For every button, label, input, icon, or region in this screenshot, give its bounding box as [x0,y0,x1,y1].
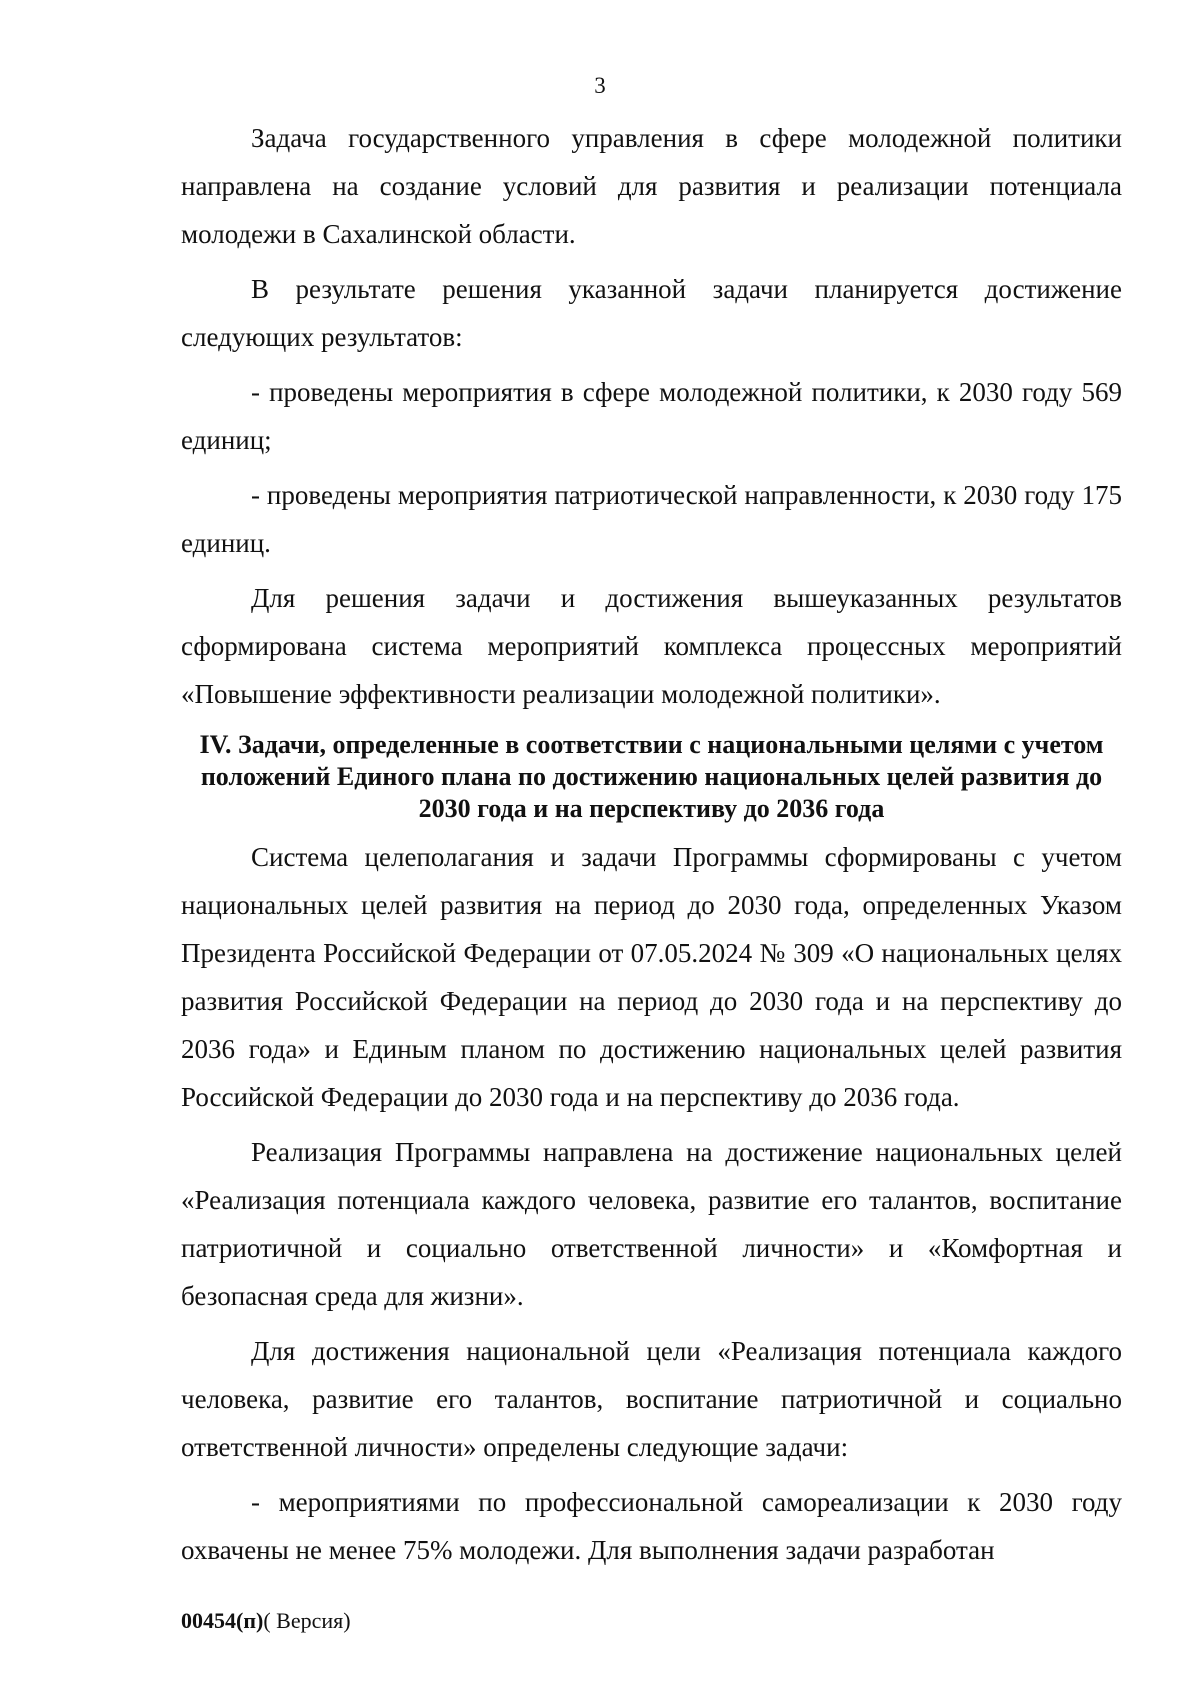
document-body [181,114,1122,1574]
paragraph-task-description: Задача государственного управления в сфере молодежной политики направлена на создание условий для развития и реализации потенциала молодежи в Сахалинской области. [181,123,1122,249]
document-code: 00454(п) [181,1608,264,1633]
list-item-youth-events: - проведены мероприятия в сфере молодежной политики, к 2030 году 569 единиц; [181,377,1122,455]
document-footer [181,1610,351,1632]
document-version: ( Версия) [263,1608,351,1633]
list-item-self-realization: - мероприятиями по профессиональной самореализации к 2030 году охвачены не менее 75% молодежи. Для выполнения задачи разработан [181,1487,1122,1565]
paragraph-national-goals: Реализация Программы направлена на достижение национальных целей «Реализация потенциала каждого человека, развитие его талантов, воспитание патриотичной и социально ответственной личности» и «Комфортная и безопасная среда для жизни». [181,1137,1122,1311]
paragraph-goal-tasks: Для достижения национальной цели «Реализация потенциала каждого человека, развитие его талантов, воспитание патриотичной и социально ответственной личности» определены следующие задачи: [181,1336,1122,1462]
paragraph-goal-setting: Система целеполагания и задачи Программы сформированы с учетом национальных целей развития на период до 2030 года, определенных Указом Президента Российской Федерации от 07.05.2024 № 309 «О национальных целях развития Российской Федерации на период до 2030 года и на перспективу до 2036 года» и Единым планом по достижению национальных целей развития Российской Федерации до 2030 года и на перспективу до 2036 года. [181,842,1122,1112]
list-item-patriotic-events: - проведены мероприятия патриотической направленности, к 2030 году 175 единиц. [181,480,1122,558]
paragraph-results-intro: В результате решения указанной задачи планируется достижение следующих результатов: [181,274,1122,352]
page-number: 3 [594,73,606,98]
paragraph-measures-system: Для решения задачи и достижения вышеуказанных результатов сформирована система мероприятий комплекса процессных мероприятий «Повышение эффективности реализации молодежной политики». [181,583,1122,709]
section-heading: IV. Задачи, определенные в соответствии с национальными целями с учетом положений Единого плана по достижению национальных целей развития до 2030 года и на перспективу до 2036 года [199,730,1104,823]
